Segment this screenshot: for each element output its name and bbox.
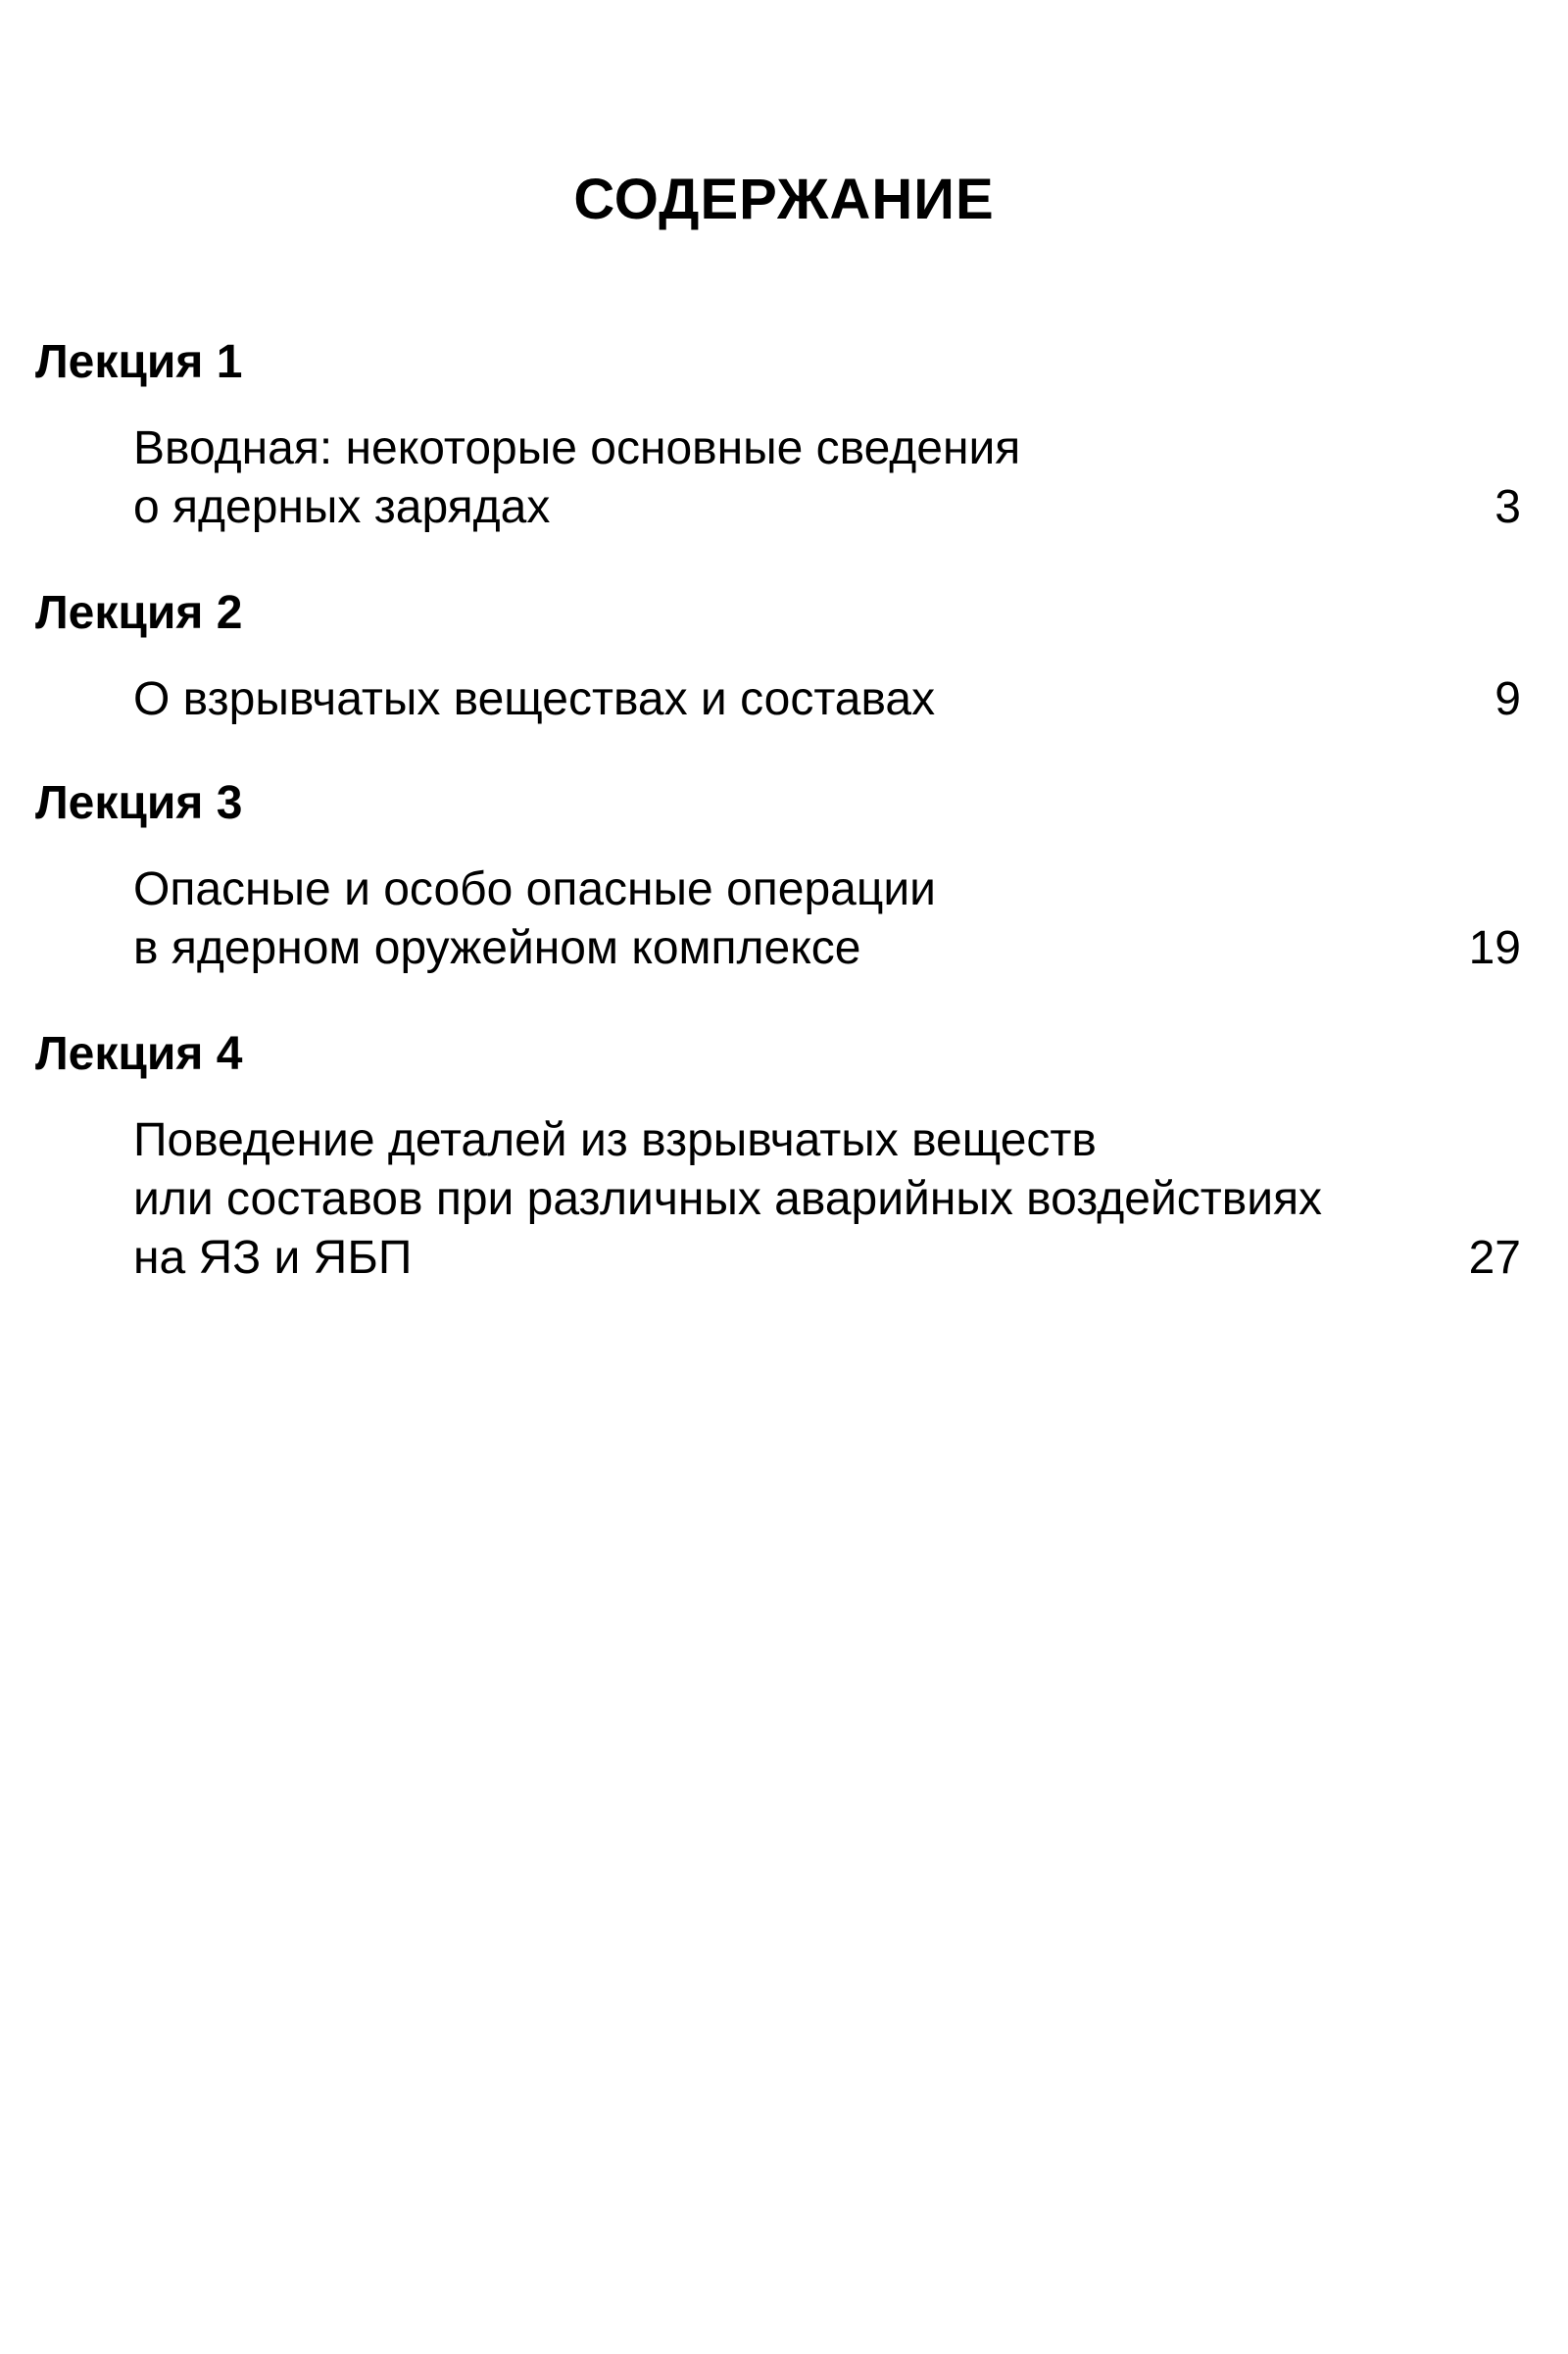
lecture-3-title-line-1[interactable]: Опасные и особо опасные операции [133, 863, 936, 915]
lecture-1-title-line-2[interactable]: о ядерных зарядах [133, 481, 551, 533]
lecture-1-page-number[interactable]: 3 [1494, 481, 1521, 533]
lecture-heading-3: Лекция 3 [35, 777, 243, 829]
lecture-4-title-line-2[interactable]: или составов при различных аварийных воздействиях [133, 1173, 1323, 1225]
lecture-heading-2: Лекция 2 [35, 587, 243, 639]
lecture-2-title-line-1[interactable]: О взрывчатых веществах и составах [133, 673, 936, 725]
lecture-4-title-line-3[interactable]: на ЯЗ и ЯБП [133, 1232, 413, 1284]
lecture-2-page-number[interactable]: 9 [1494, 673, 1521, 725]
page-title: СОДЕРЖАНИЕ [573, 168, 995, 231]
lecture-heading-1: Лекция 1 [35, 336, 243, 388]
lecture-4-title-line-1[interactable]: Поведение деталей из взрывчатых веществ [133, 1114, 1097, 1166]
lecture-1-title-line-1[interactable]: Вводная: некоторые основные сведения [133, 422, 1021, 474]
lecture-3-page-number[interactable]: 19 [1468, 922, 1521, 974]
lecture-3-title-line-2[interactable]: в ядерном оружейном комплексе [133, 922, 861, 974]
lecture-heading-4: Лекция 4 [35, 1028, 243, 1080]
lecture-4-page-number[interactable]: 27 [1468, 1232, 1521, 1284]
